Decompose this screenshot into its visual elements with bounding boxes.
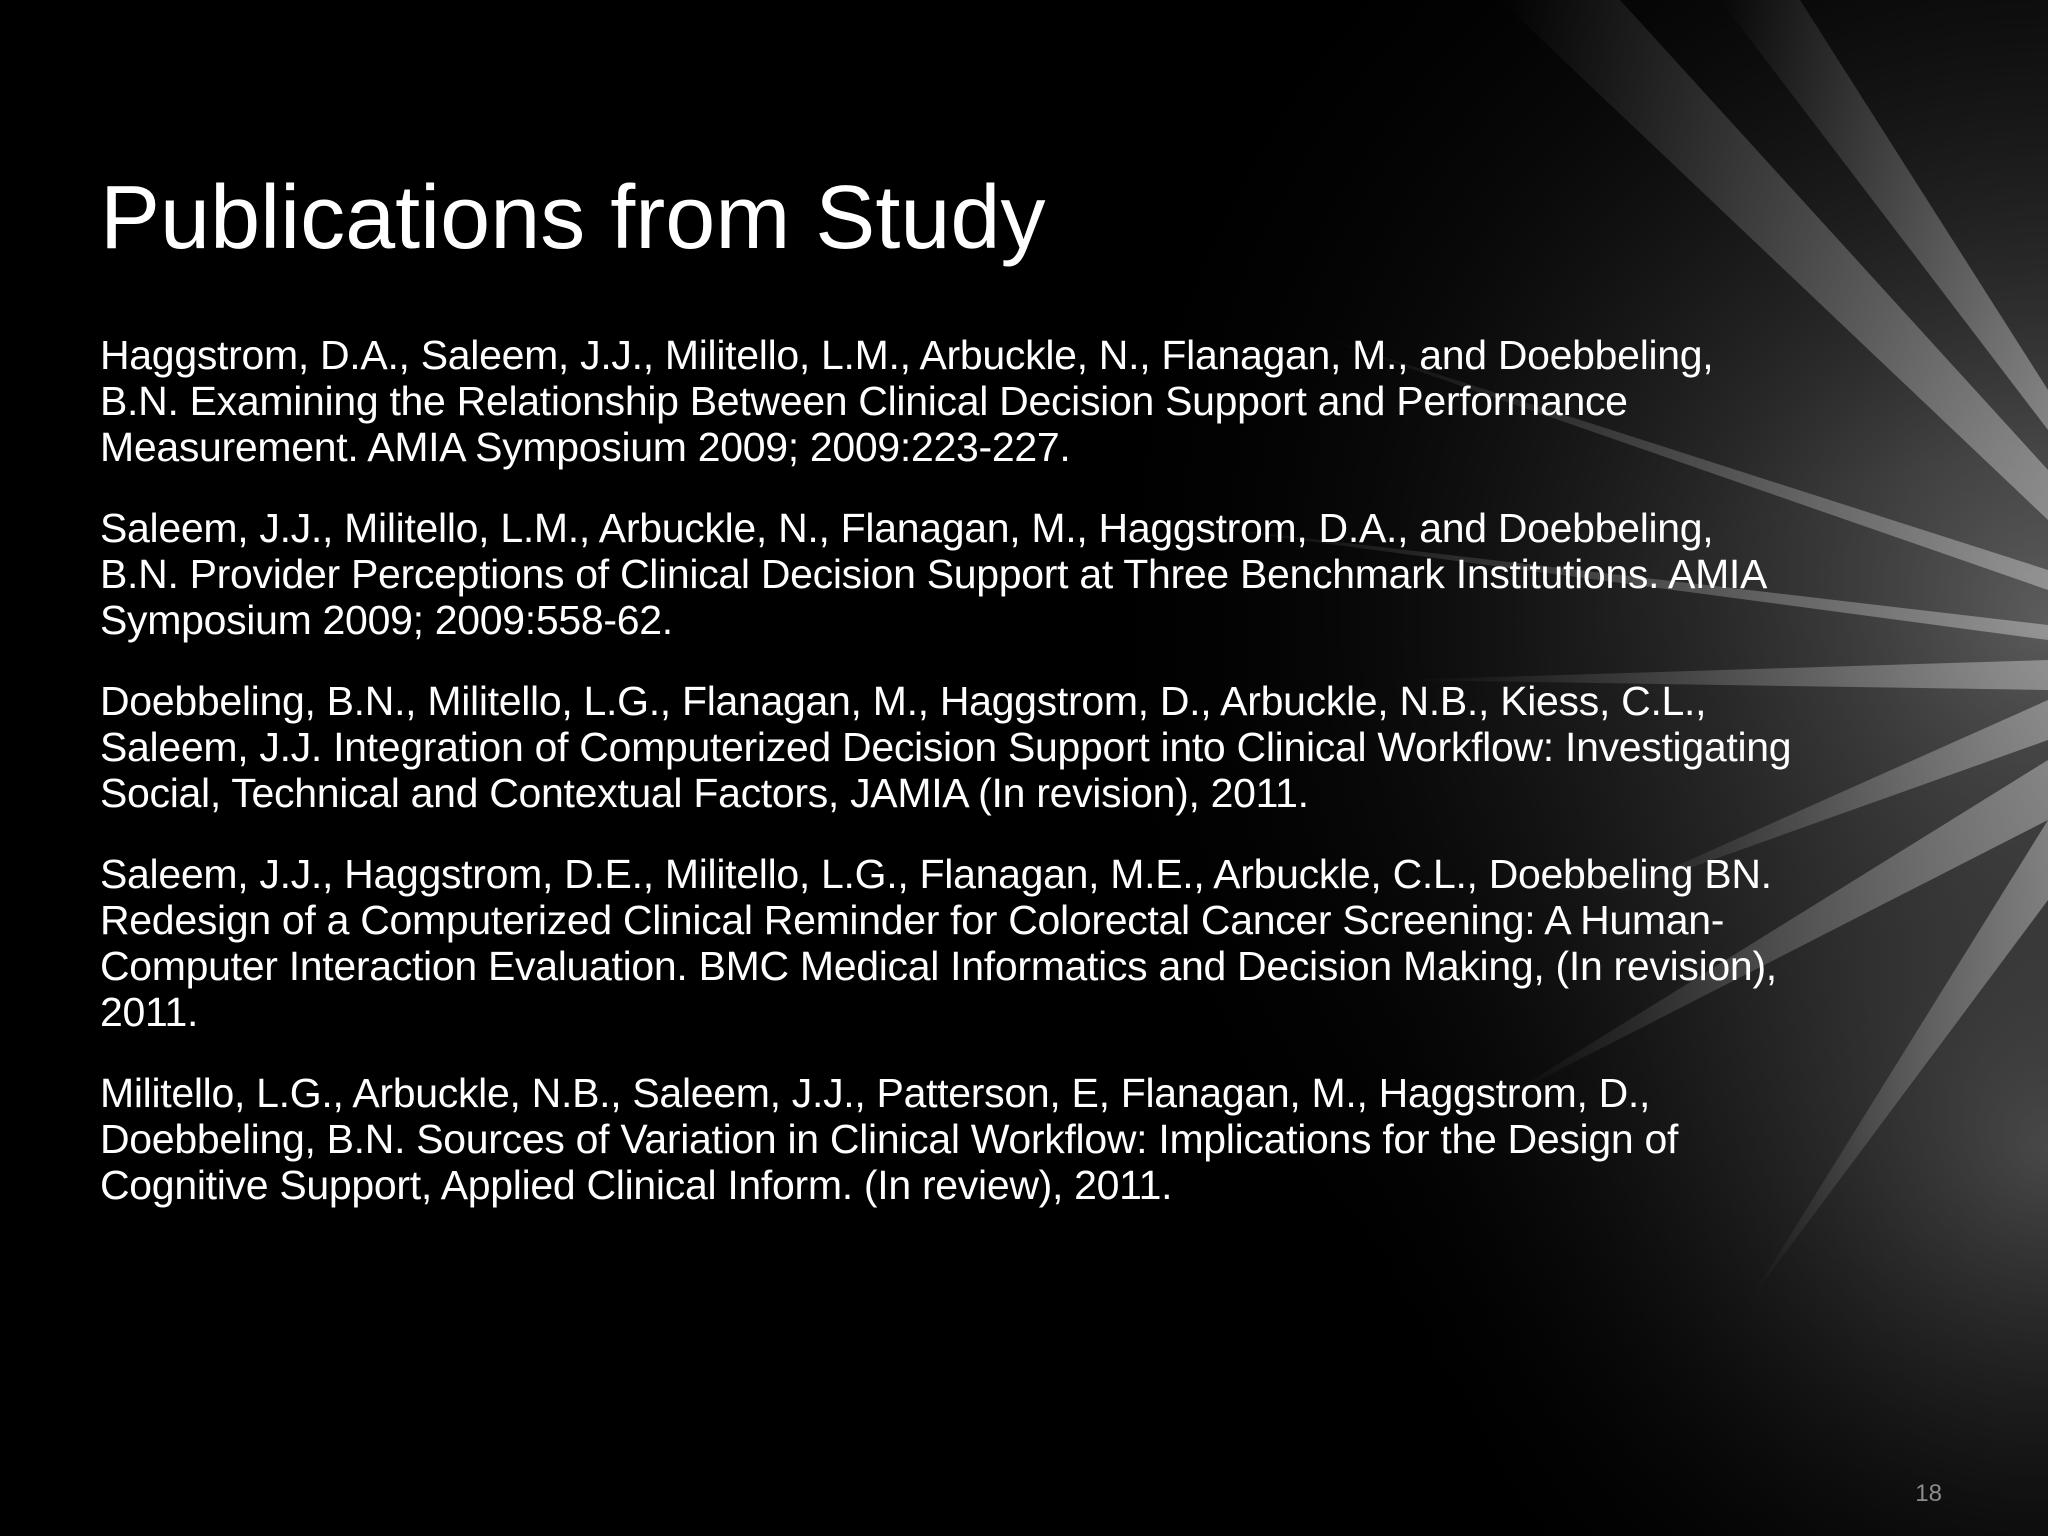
reference-item: Saleem, J.J., Militello, L.M., Arbuckle, N., Flanagan, M., Haggstrom, D.A., and Doebbeling, B.N. Provider Perceptions of Clinical Decision Support at Three Benchmark Institutions. AMIA Symposium 2009; 2009:558-62. bbox=[100, 505, 1765, 643]
reference-item: Saleem, J.J., Haggstrom, D.E., Militello, L.G., Flanagan, M.E., Arbuckle, C.L., Doebbeling BN. Redesign of a Computerized Clinical Reminder for Colorectal Cancer Screening: A Human-Computer Interaction Evaluation. BMC Medical Informatics and Decision Making, (In revision), 2011. bbox=[100, 851, 1777, 1035]
slide-title: Publications from Study bbox=[100, 168, 1046, 268]
reference-item: Haggstrom, D.A., Saleem, J.J., Militello, L.M., Arbuckle, N., Flanagan, M., and Doebbeling, B.N. Examining the Relationship Between Clinical Decision Support and Performance Measurement. AMIA Symposium 2009; 2009:223-227. bbox=[100, 332, 1714, 470]
reference-list bbox=[100, 332, 1800, 1243]
reference-item: Militello, L.G., Arbuckle, N.B., Saleem, J.J., Patterson, E, Flanagan, M., Haggstrom, D., Doebbeling, B.N. Sources of Variation in Clinical Workflow: Implications for the Design of Cognitive Support, Applied Clinical Inform. (In review), 2011. bbox=[100, 1070, 1679, 1208]
slide-number: 18 bbox=[1915, 1480, 1942, 1507]
reference-item: Doebbeling, B.N., Militello, L.G., Flanagan, M., Haggstrom, D., Arbuckle, N.B., Kiess, C.L., Saleem, J.J. Integration of Computerized Decision Support into Clinical Workflow: Investigating Social, Technical and Contextual Factors, JAMIA (In revision), 2011. bbox=[100, 678, 1792, 816]
